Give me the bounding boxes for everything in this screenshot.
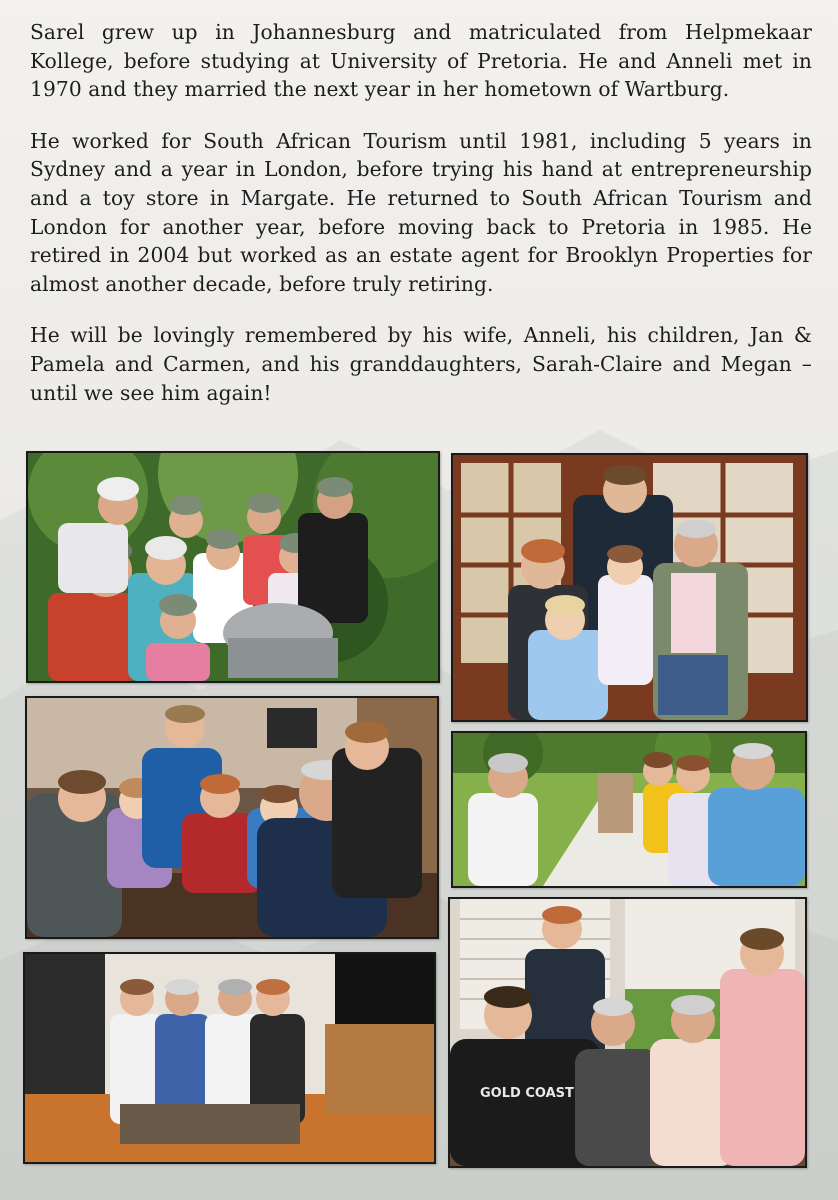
obituary-text bbox=[30, 18, 812, 430]
photo-zipline-group bbox=[26, 451, 440, 683]
paragraph-biography: Sarel grew up in Johannesburg and matriculated from Helpmekaar Kollege, before studying at University of Pretoria. He and Anneli met in 1970 and they married the next year in her hometown of Wartburg. bbox=[30, 20, 812, 102]
photo-garden-table bbox=[451, 731, 807, 888]
paragraph-career: He worked for South African Tourism until 1981, including 5 years in Sydney and a year in London, before trying his hand at entrepreneurship and a toy store in Margate. He returned to South African Tourism and London for another year, before moving back to Pretoria in 1985. He retired in 2004 but worked as an estate agent for Brooklyn Properties for almost another decade, before truly retiring. bbox=[30, 128, 812, 296]
photo-living-room bbox=[23, 952, 436, 1164]
photo-restaurant-group bbox=[25, 696, 439, 939]
photo-sunroom-group bbox=[448, 897, 807, 1168]
photo-family-indoors bbox=[451, 453, 808, 722]
shirt-logo-text: GOLD COAST bbox=[480, 1086, 574, 1101]
paragraph-remembrance: He will be lovingly remembered by his wife, Anneli, his children, Jan & Pamela and Carmen, and his granddaughters, Sarah-Claire and Megan – until we see him again! bbox=[30, 323, 812, 405]
